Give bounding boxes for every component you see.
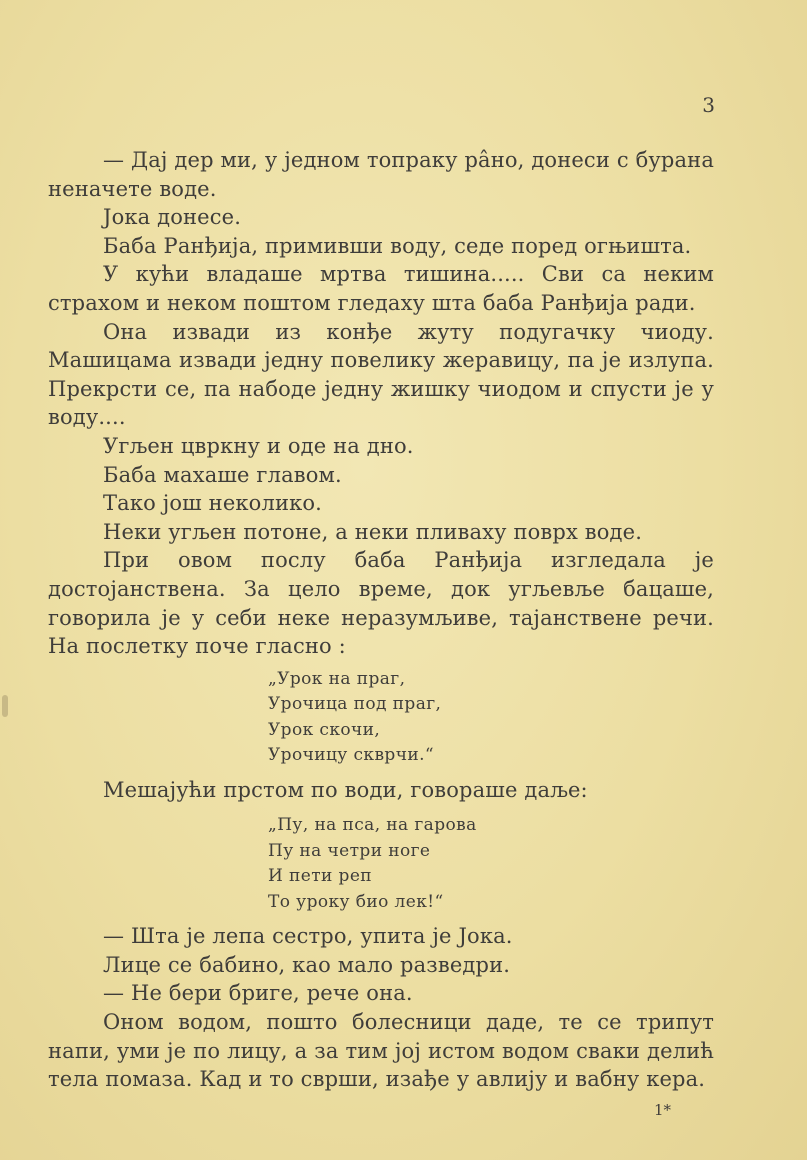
paragraph: Тако још неколико. — [103, 491, 322, 516]
incantation-verse — [268, 667, 714, 769]
page-number: 3 — [702, 93, 715, 117]
paper-stain — [2, 695, 8, 717]
paragraph: Јока донесе. — [103, 205, 242, 230]
paragraph: Баба махаше главом. — [103, 462, 342, 487]
paragraph: При овом послу баба Ранђија изгледала је достојанствена. За цело време, док угљевље бацаше, говорила је у себи неке неразумљиве, тајанствене речи. На послетку поче гласно : — [48, 548, 714, 659]
paragraph: — Не бери бриге, рече она. — [103, 981, 413, 1006]
verse-line: Урочицу скврчи.“ — [268, 745, 434, 766]
paragraph: Баба Ранђија, примивши воду, седе поред огњишта. — [103, 233, 692, 258]
verse-line: Урочица под праг, — [268, 694, 442, 715]
paragraph: Оном водом, пошто болесници даде, те се трипут напи, уми је по лицу, а за тим јој истом водом сваки делић тела помаза. Кад и то сврши, изађе у авлију и вабну кера. — [48, 1010, 714, 1092]
paragraph: Неки угљен потоне, а неки пливаху поврх воде. — [103, 519, 643, 544]
verse-line: И пети реп — [268, 866, 373, 887]
verse-line: Урок скочи, — [268, 719, 381, 740]
paragraph: Она извади из конђе жуту подугачку чиоду. Машицама извади једну повелику жеравицу, па је излупа. Прекрсти се, па набоде једну жишку чиодом и спусти је у воду.... — [48, 319, 714, 430]
incantation-verse — [268, 813, 714, 915]
verse-line: „Урок на праг, — [268, 668, 406, 689]
body-text — [48, 146, 714, 1094]
paragraph: — Дај дер ми, у једном топраку ра̂но, донеси с бурана неначете воде. — [48, 148, 714, 201]
verse-line: „Пу, на пса, на гарова — [268, 815, 477, 836]
verse-line: То уроку био лек!“ — [268, 891, 444, 912]
printer-signature: 1* — [653, 1101, 671, 1119]
paragraph: Мешајући прстом по води, говораше даље: — [103, 777, 588, 802]
paragraph: — Шта је лепа сестро, упита је Јока. — [103, 924, 513, 949]
paragraph: Лице се бабино, као мало разведри. — [103, 952, 511, 977]
paragraph: Угљен цвркну и оде на дно. — [103, 433, 414, 458]
paragraph: У кући владаше мртва тишина..... Сви са неким страхом и неком поштом гледаху шта баба Ранђија ради. — [48, 262, 714, 315]
verse-line: Пу на четри ноге — [268, 840, 431, 861]
